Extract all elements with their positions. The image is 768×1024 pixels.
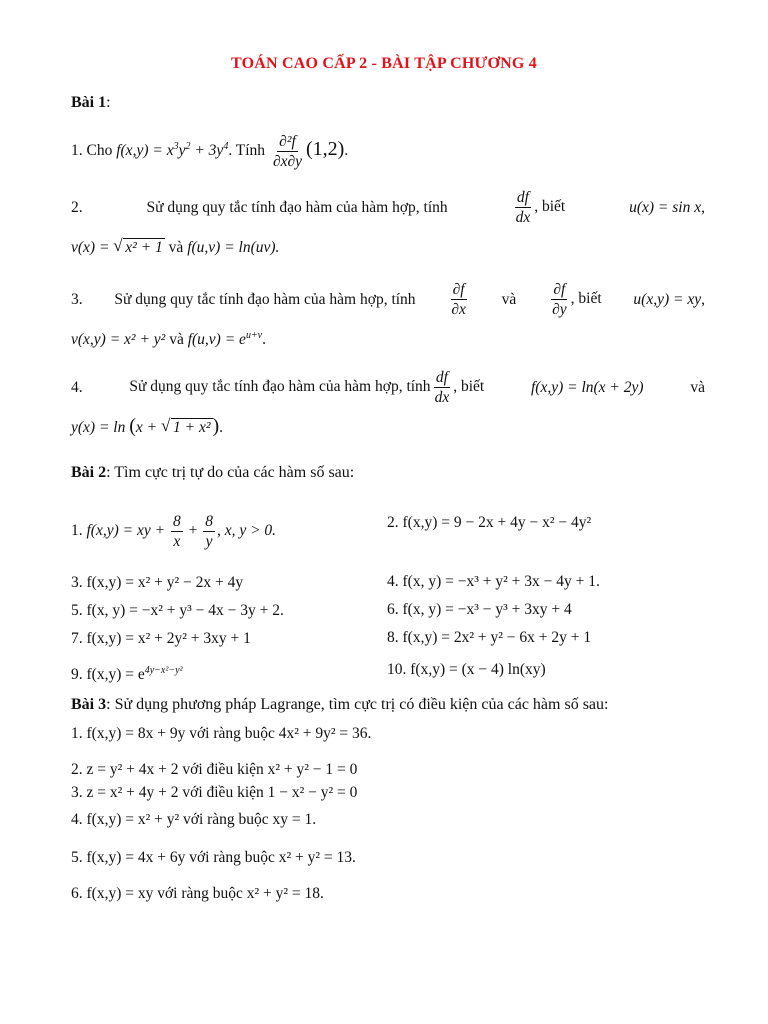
bai1-problem-3-line2 <box>71 326 266 350</box>
p2-sqrt-body: x² + 1 <box>125 239 163 256</box>
p2-frac-den: dx <box>515 208 531 226</box>
bai1-heading-label: Bài 1 <box>71 94 107 111</box>
p1-frac-num: ∂²f <box>279 133 296 150</box>
p3-frac1-num: ∂f <box>452 281 465 298</box>
p4-sqrt <box>161 418 213 438</box>
p2-comma: , <box>701 198 705 216</box>
b2-i1-number: 1. <box>71 522 83 540</box>
bai2-intro: : Tìm cực trị tự do của các hàm số sau: <box>106 464 355 481</box>
bai3-item-1: 1. f(x,y) = 8x + 9y với ràng buộc 4x² + 9y² = 36. <box>71 725 372 742</box>
p1-tinh: . Tính <box>228 142 266 160</box>
p3-u: u(x,y) = xy <box>633 290 702 308</box>
p1-exp1: 3 <box>173 140 179 152</box>
p4-f: f(x,y) = ln(x + 2y) <box>530 378 644 396</box>
p2-u: u(x) = sin x <box>629 198 702 216</box>
b2-i1-a: f(x,y) = xy + <box>86 522 166 540</box>
b2-i1-frac2 <box>203 514 215 549</box>
document-title: TOÁN CAO CẤP 2 - BÀI TẬP CHƯƠNG 4 <box>231 55 537 72</box>
bai3-item-5: 5. f(x,y) = 4x + 6y với ràng buộc x² + y² = 13. <box>71 849 356 866</box>
bai2-item-3: 3. f(x,y) = x² + y² − 2x + 4y <box>71 574 244 591</box>
bai1-heading-colon: : <box>106 94 111 111</box>
bai1-problem-3-line1 <box>71 282 705 317</box>
bai1-problem-2-line2 <box>71 238 279 258</box>
b2-i1-frac2-num: 8 <box>205 513 213 530</box>
p3-frac2-group <box>548 282 602 317</box>
p4-fraction <box>433 370 452 405</box>
bai3-item-4: 4. f(x,y) = x² + y² với ràng buộc xy = 1. <box>71 811 317 828</box>
bai1-heading <box>71 94 111 112</box>
p2-va: và <box>164 239 184 256</box>
p1-end: . <box>344 142 349 160</box>
p1-exp2: 2 <box>185 140 191 152</box>
p4-end: . <box>219 419 224 436</box>
bai2-item-4: 4. f(x, y) = −x³ + y² + 3x − 4y + 1. <box>387 573 600 590</box>
bai2-item-2: 2. f(x,y) = 9 − 2x + 4y − x² − 4y² <box>387 514 592 531</box>
b2-i1-frac1 <box>171 514 183 549</box>
bai2-item-8: 8. f(x,y) = 2x² + y² − 6x + 2y + 1 <box>387 629 592 646</box>
p4-frac-num: df <box>435 369 448 386</box>
p2-text: Sử dụng quy tắc tính đạo hàm của hàm hợp, tính <box>146 198 448 216</box>
p2-u-group <box>629 198 705 218</box>
p3-va: và <box>501 290 517 308</box>
bai1-problem-4-line1 <box>71 370 705 405</box>
b2-i1-frac1-num: 8 <box>172 513 181 530</box>
p1-point: (1,2) <box>306 138 345 161</box>
p2-biet: , biết <box>534 198 566 216</box>
p2-v: v(x) = <box>71 239 110 256</box>
p1-function <box>116 142 228 159</box>
bai2-item-5: 5. f(x, y) = −x² + y³ − 4x − 3y + 2. <box>71 602 284 619</box>
p2-fraction <box>514 190 533 225</box>
bai2-item-7: 7. f(x,y) = x² + 2y² + 3xy + 1 <box>71 630 251 647</box>
sqrt-icon: √ <box>113 236 123 255</box>
bai3-heading <box>71 696 608 714</box>
p3-fraction-2 <box>550 282 569 317</box>
bai2-item-9 <box>71 661 183 685</box>
bai3-heading-label: Bài 3 <box>71 696 107 713</box>
p3-number: 3. <box>71 290 83 308</box>
p4-inner: x + <box>135 419 158 436</box>
p1-partial-fraction <box>271 134 304 169</box>
p4-va: và <box>690 378 705 396</box>
b2-i1-plus: + <box>188 522 198 540</box>
p4-number: 4. <box>71 378 83 396</box>
bai2-item-6: 6. f(x, y) = −x³ − y³ + 3xy + 4 <box>387 601 572 618</box>
p3-frac2-num: ∂f <box>553 281 566 298</box>
b2-i9-a: 9. f(x,y) = e <box>71 666 145 684</box>
p2-frac-group <box>512 190 566 225</box>
p3-frac1-den: ∂x <box>451 300 466 318</box>
p1-frac-den: ∂x∂y <box>272 152 303 170</box>
bai3-item-2: 2. z = y² + 4x + 2 với điều kiện x² + y² − 1 = 0 <box>71 761 358 778</box>
p3-v: v(x,y) = x² + y² <box>71 331 166 349</box>
p4-paren-close: ) <box>212 415 220 437</box>
p2-f: f(u,v) = ln(uv). <box>187 239 280 256</box>
p1-plus: + 3y <box>190 142 224 160</box>
p1-y: y <box>178 142 186 160</box>
bai2-item-1 <box>71 514 276 549</box>
b2-i9-exp: 4y−x²−y² <box>144 665 183 676</box>
p3-va2: và <box>165 331 184 349</box>
p3-comma: , <box>701 290 705 308</box>
p4-y: y(x) = ln <box>71 419 126 436</box>
bai1-problem-2-line1 <box>71 190 705 225</box>
p3-f: f(u,v) = e <box>187 331 246 349</box>
p4-biet: , biết <box>453 378 485 396</box>
p4-text: Sử dụng quy tắc tính đạo hàm của hàm hợp, tính <box>129 378 431 396</box>
p1-cho: Cho <box>86 142 113 160</box>
p4-sqrt-body: 1 + x² <box>173 419 211 436</box>
b2-i1-frac1-den: x <box>173 532 181 550</box>
p4-frac-den: dx <box>434 388 450 406</box>
p2-sqrt <box>113 238 165 258</box>
bai1-problem-4-line2 <box>71 416 223 438</box>
p4-paren-open: ( <box>129 415 136 437</box>
bai2-heading-label: Bài 2 <box>71 464 107 481</box>
bai2-item-10: 10. f(x,y) = (x − 4) ln(xy) <box>387 661 546 678</box>
p3-fraction-1 <box>449 282 468 317</box>
b2-i1-frac2-den: y <box>205 532 213 550</box>
p3-text: Sử dụng quy tắc tính đạo hàm của hàm hợp, tính <box>114 290 416 308</box>
p1-f: f(x,y) = x <box>116 142 174 160</box>
p1-number: 1. <box>71 142 83 160</box>
p2-number: 2. <box>71 198 83 216</box>
bai3-item-3: 3. z = x² + 4y + 2 với điều kiện 1 − x² − y² = 0 <box>71 784 358 801</box>
bai2-heading <box>71 464 354 482</box>
bai3-intro: : Sử dụng phương pháp Lagrange, tìm cực trị có điều kiện của các hàm số sau: <box>106 696 609 713</box>
p3-u-group <box>633 290 705 310</box>
bai1-problem-1 <box>71 134 348 169</box>
sqrt-icon: √ <box>161 416 171 435</box>
p2-frac-num: df <box>516 189 529 206</box>
p4-text-group <box>129 370 484 405</box>
p3-exp: u+v <box>245 330 263 341</box>
p3-biet: , biết <box>570 290 602 308</box>
p3-end: . <box>262 331 266 349</box>
b2-i1-cond: , x, y > 0. <box>216 522 277 540</box>
bai3-item-6: 6. f(x,y) = xy với ràng buộc x² + y² = 18. <box>71 885 324 902</box>
p1-exp3: 4 <box>223 140 229 152</box>
p3-frac2-den: ∂y <box>552 300 567 318</box>
